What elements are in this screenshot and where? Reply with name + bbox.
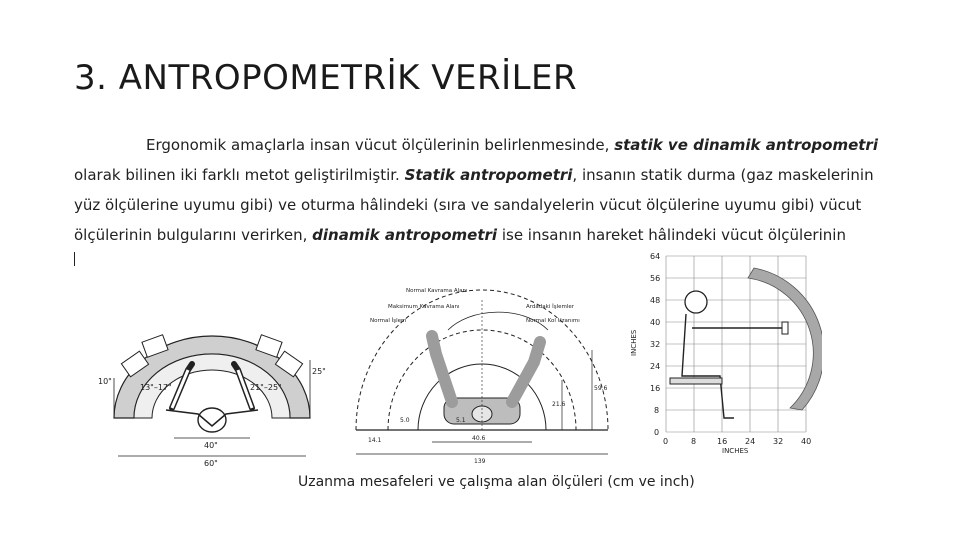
y-axis-label: INCHES (630, 329, 638, 356)
x-tick-32: 32 (773, 437, 784, 446)
y-tick-24: 24 (650, 362, 661, 371)
label-normal-kavrama: Normal Kavrama Alanı (406, 288, 468, 294)
reach-arc-band (748, 268, 822, 410)
label-5-1: 5.1 (456, 417, 466, 424)
y-tick-56: 56 (650, 274, 661, 283)
y-tick-16: 16 (650, 384, 661, 393)
label-ardadaki: Ardadaki İşlemler (526, 304, 575, 310)
figure-caption: Uzanma mesafeleri ve çalışma alan ölçüleri (cm ve inch) (298, 474, 695, 490)
person-head (685, 291, 707, 313)
paragraph-text-3: , insanın statik durma (gaz maskelerinin yüz ölçülerine uyumu gibi) ve oturma hâlindeki (sıra ve sandalyelerin vücut ölçülerine uyumu gibi) vücut ölçülerinin bulgularını verirken, (74, 166, 874, 244)
dim-label-60: 60" (204, 459, 218, 468)
body-paragraph (74, 130, 884, 250)
head-outline (198, 408, 226, 432)
x-tick-0: 0 (663, 437, 669, 446)
x-tick-labels (663, 437, 811, 446)
dim-label-25: 25" (312, 367, 326, 376)
y-tick-64: 64 (650, 252, 661, 261)
left-arm-shape (432, 336, 452, 402)
hand-grip (782, 322, 788, 334)
dim-label-13-17: 13"–17" (140, 383, 172, 392)
dim-label-40: 40" (204, 441, 218, 450)
label-normal-kol: Normal Kol Uzanımı (526, 318, 580, 324)
label-5-0: 5.0 (400, 417, 410, 424)
paragraph-emphasis-2: Statik antropometri (404, 166, 573, 184)
slide-title: 3. ANTROPOMETRİK VERİLER (74, 58, 578, 98)
seat-shape (670, 378, 722, 384)
dim-label-10: 10" (98, 377, 112, 386)
seated-reach-figure (622, 248, 822, 454)
x-tick-8: 8 (691, 437, 697, 446)
label-max-kavrama: Maksimum Kavrama Alanı (388, 304, 460, 310)
label-normal-islem: Normal İşlem (370, 318, 407, 324)
x-tick-24: 24 (745, 437, 756, 446)
label-21-6: 21.6 (552, 401, 566, 408)
paragraph-emphasis-1: statik ve dinamik antropometri (614, 136, 878, 154)
y-tick-48: 48 (650, 296, 661, 305)
label-40-6: 40.6 (472, 435, 486, 442)
x-tick-40: 40 (801, 437, 812, 446)
x-axis-label: INCHES (722, 447, 749, 454)
label-139: 139 (474, 458, 486, 465)
y-tick-labels (650, 252, 660, 437)
reach-top-view-figure (92, 318, 332, 470)
dim-label-21-25: 21"–25" (250, 383, 282, 392)
right-arm-shape (512, 342, 540, 402)
y-tick-0: 0 (654, 428, 660, 437)
y-tick-8: 8 (654, 406, 660, 415)
working-area-figure (348, 270, 616, 465)
paragraph-text-4: ise insanın hareket hâlindeki vücut ölçülerinin (497, 226, 846, 244)
seated-reach-chart (622, 248, 822, 454)
label-59-6: 59.6 (594, 385, 608, 392)
paragraph-emphasis-3: dinamik antropometri (312, 226, 498, 244)
x-tick-16: 16 (717, 437, 728, 446)
y-tick-40: 40 (650, 318, 661, 327)
y-tick-32: 32 (650, 340, 661, 349)
working-area-drawing (348, 270, 616, 465)
text-cursor (74, 252, 75, 266)
label-14-1: 14.1 (368, 437, 382, 444)
paragraph-text-1: Ergonomik amaçlarla insan vücut ölçülerinin belirlenmesinde, (146, 136, 615, 154)
paragraph-text-2: olarak bilinen iki farklı metot geliştirilmiştir. (74, 166, 405, 184)
reach-top-view-drawing (92, 318, 332, 470)
